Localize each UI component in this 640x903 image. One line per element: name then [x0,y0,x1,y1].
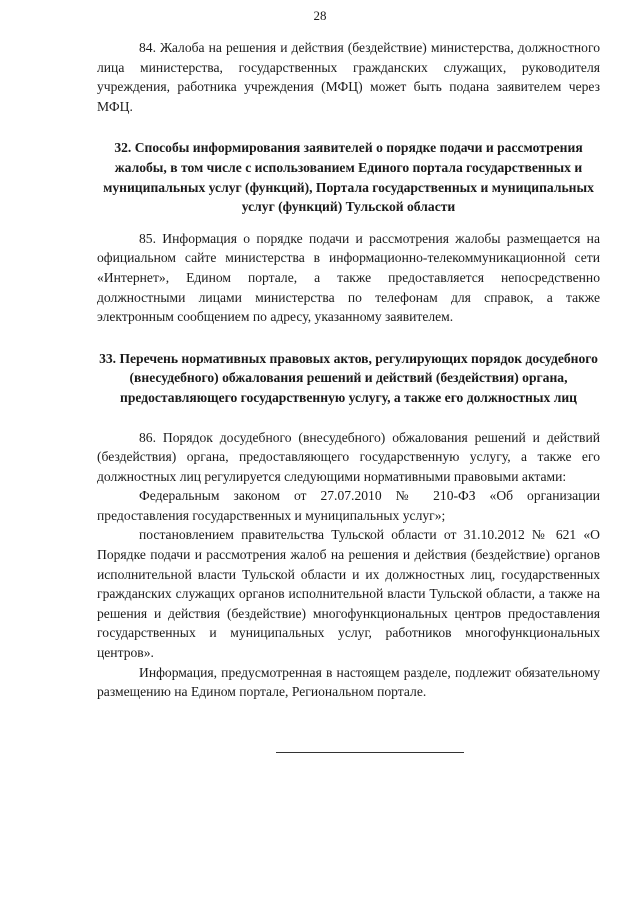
page-number: 28 [313,8,327,23]
document-body [97,38,600,702]
paragraph-84: 84. Жалоба на решения и действия (бездействие) министерства, должностного лица министерства, государственных гражданских служащих, руководителя учреждения, работника учреждения (МФЦ) может быть подана заявителем через МФЦ. [97,40,600,114]
law-item-regional: постановлением правительства Тульской области от 31.10.2012 № 621 «О Порядке подачи и рассмотрения жалоб на решения и действия (бездействие) органов исполнительной власти Тульской области и их должностных лиц, государственных гражданских служащих органов исполнительной власти Тульской области, а также на решения и действия (бездействие) многофункциональных центров предоставления государственных и муниципальных услуг, работников многофункциональных центров». [97,527,600,661]
section-heading-32: 32. Способы информирования заявителей о порядке подачи и рассмотрения жалобы, в том числе с использованием Единого портала государственных и муниципальных услуг (функций), Портала государственных и муниципальных услуг (функций) Тульской области [103,140,594,215]
paragraph-85: 85. Информация о порядке подачи и рассмотрения жалобы размещается на официальном сайте министерства в информационно-телекоммуникационной сети «Интернет», Едином портале, а также предоставляется непосредственно должностными лицами министерства по телефонам для справок, а также электронным сообщением по адресу, указанному заявителем. [97,230,600,325]
closing-separator-line [276,752,464,753]
law-item-federal: Федеральным законом от 27.07.2010 № 210-ФЗ «Об организации предоставления государственных и муниципальных услуг»; [97,488,600,523]
paragraph-86: 86. Порядок досудебного (внесудебного) обжалования решений и действий (бездействия) органа, предоставляющего государственную услугу, а также его должностных лиц регулируется следующими нормативными правовыми актами: [97,429,600,484]
section-heading-33: 33. Перечень нормативных правовых актов, регулирующих порядок досудебного (внесудебного) обжалования решений и действий (бездействия) органа, предоставляющего государственную услугу, а также его должностных лиц [99,350,598,405]
info-paragraph: Информация, предусмотренная в настоящем разделе, подлежит обязательному размещению на Едином портале, Региональном портале. [97,664,600,700]
